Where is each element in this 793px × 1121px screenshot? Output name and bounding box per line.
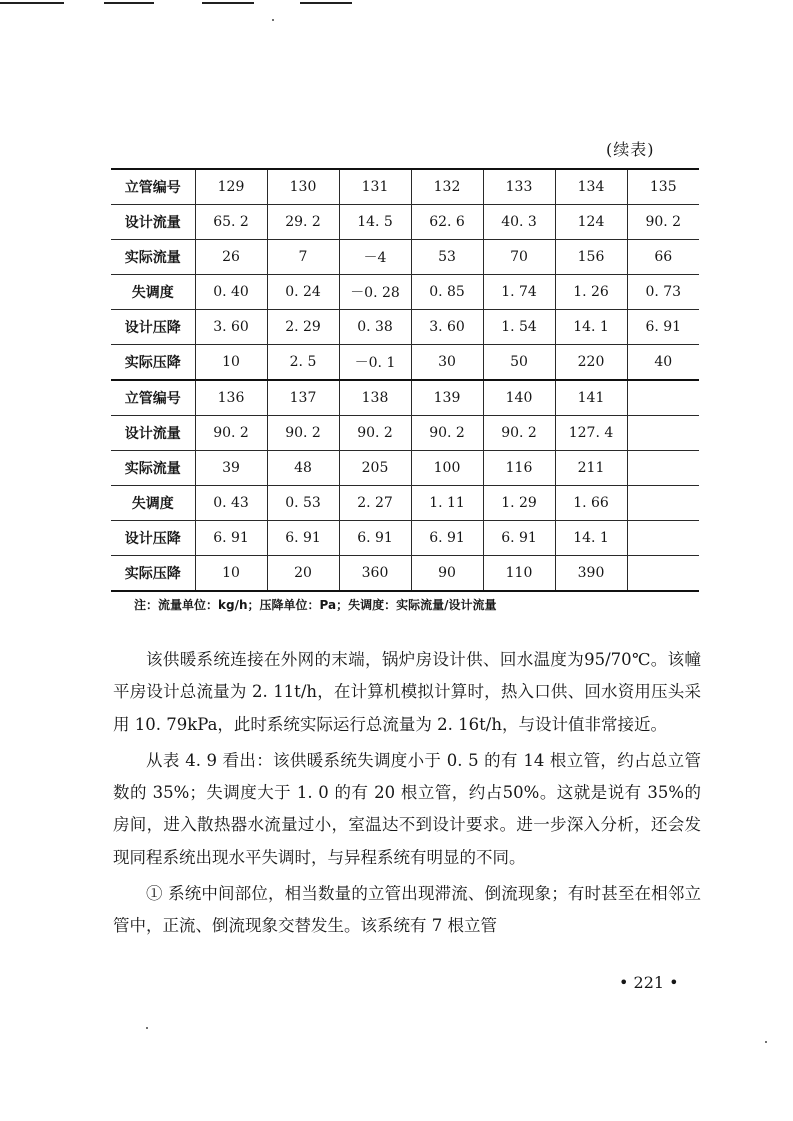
table-cell: 29. 2 (267, 205, 339, 240)
top-rule-4 (300, 2, 352, 4)
table-cell: 10 (195, 556, 267, 592)
table-cell: 65. 2 (195, 205, 267, 240)
table-cell: 1. 74 (483, 275, 555, 310)
data-table-body (111, 169, 699, 591)
table-cell: 90. 2 (267, 416, 339, 451)
table-cell: 6. 91 (483, 521, 555, 556)
table-cell: 90. 2 (411, 416, 483, 451)
row-label: 设计压降 (111, 521, 195, 556)
table-cell: 53 (411, 240, 483, 275)
table-cell: 211 (555, 451, 627, 486)
table-row (111, 486, 699, 521)
table-cell: 3. 60 (411, 310, 483, 345)
data-table (111, 168, 699, 592)
table-cell: 137 (267, 380, 339, 416)
row-label: 实际流量 (111, 451, 195, 486)
table-cell (627, 451, 699, 486)
table-cell: 131 (339, 169, 411, 205)
table-cell: 6. 91 (195, 521, 267, 556)
table-cell: 7 (267, 240, 339, 275)
table-cell: 133 (483, 169, 555, 205)
table-cell: 100 (411, 451, 483, 486)
table-row (111, 240, 699, 275)
table-cell (627, 380, 699, 416)
table-row (111, 169, 699, 205)
table-cell: 14. 1 (555, 310, 627, 345)
paragraph: ① 系统中间部位，相当数量的立管出现滞流、倒流现象；有时甚至在相邻立管中，正流、倒流现象交替发生。该系统有 7 根立管 (113, 884, 701, 936)
top-rule-1 (0, 2, 64, 4)
table-cell: 1. 11 (411, 486, 483, 521)
table-cell: 0. 53 (267, 486, 339, 521)
table-cell: 90. 2 (483, 416, 555, 451)
table-row (111, 310, 699, 345)
table-cell: 20 (267, 556, 339, 592)
table-cell: 90. 2 (627, 205, 699, 240)
table-cell: 40 (627, 345, 699, 381)
table-row (111, 345, 699, 381)
table-cell: －0. 28 (339, 275, 411, 310)
table-row (111, 451, 699, 486)
table-cell: 136 (195, 380, 267, 416)
table-cell: 3. 60 (195, 310, 267, 345)
table-cell: 390 (555, 556, 627, 592)
row-label: 实际压降 (111, 345, 195, 381)
scan-speck (272, 19, 274, 21)
table-cell: 140 (483, 380, 555, 416)
table-cell: 141 (555, 380, 627, 416)
paragraph: 该供暖系统连接在外网的末端，锅炉房设计供、回水温度为95/70℃。该幢平房设计总流量为 2. 11t/h，在计算机模拟计算时，热入口供、回水资用压头采用 10. 79kPa，此时系统实际运行总流量为 2. 16t/h，与设计值非常接近。 (113, 650, 701, 734)
table-cell: 39 (195, 451, 267, 486)
table-cell (627, 486, 699, 521)
paragraph: 从表 4. 9 看出：该供暖系统失调度小于 0. 5 的有 14 根立管，约占总立管数的 35%；失调度大于 1. 0 的有 20 根立管，约占50%。这就是说有 35%的房间，进入散热器水流量过小，室温达不到设计要求。进一步深入分析，还会发现同程系统出现水平失调时，与异程系统有明显的不同。 (113, 750, 701, 867)
table-cell: 2. 29 (267, 310, 339, 345)
page-number: • 221 • (619, 973, 679, 992)
table-cell: 90. 2 (339, 416, 411, 451)
table-row (111, 205, 699, 240)
table-cell: 127. 4 (555, 416, 627, 451)
table-cell: 110 (483, 556, 555, 592)
table-row (111, 380, 699, 416)
table-cell: 1. 26 (555, 275, 627, 310)
table-cell: 66 (627, 240, 699, 275)
table-row (111, 416, 699, 451)
top-rule-2 (104, 2, 154, 4)
table-cell: 14. 5 (339, 205, 411, 240)
table-cell: 132 (411, 169, 483, 205)
table-row (111, 275, 699, 310)
table-cell: 360 (339, 556, 411, 592)
table-row (111, 556, 699, 592)
row-label: 实际压降 (111, 556, 195, 592)
table-cell (627, 416, 699, 451)
table-cell: 90. 2 (195, 416, 267, 451)
table-cell: 139 (411, 380, 483, 416)
table-cell: 1. 66 (555, 486, 627, 521)
top-rule-3 (202, 2, 254, 4)
row-label: 立管编号 (111, 169, 195, 205)
table-cell: 205 (339, 451, 411, 486)
table-cell (627, 521, 699, 556)
table-cell: 1. 54 (483, 310, 555, 345)
table-cell: 2. 5 (267, 345, 339, 381)
table-cell: 0. 73 (627, 275, 699, 310)
table-cell: 124 (555, 205, 627, 240)
table-cell: 220 (555, 345, 627, 381)
table-cell: 40. 3 (483, 205, 555, 240)
table-cell: 70 (483, 240, 555, 275)
table-cell: 6. 91 (411, 521, 483, 556)
continued-label: (续表) (606, 140, 655, 159)
table-cell: 0. 40 (195, 275, 267, 310)
table-cell: 10 (195, 345, 267, 381)
table-cell: 50 (483, 345, 555, 381)
table-cell: 6. 91 (339, 521, 411, 556)
table-cell: 62. 6 (411, 205, 483, 240)
row-label: 失调度 (111, 486, 195, 521)
table-cell: 90 (411, 556, 483, 592)
table-cell: 0. 43 (195, 486, 267, 521)
table-cell: 0. 24 (267, 275, 339, 310)
row-label: 立管编号 (111, 380, 195, 416)
table-cell: －0. 1 (339, 345, 411, 381)
row-label: 设计流量 (111, 205, 195, 240)
row-label: 失调度 (111, 275, 195, 310)
table-cell: 30 (411, 345, 483, 381)
table-cell: 156 (555, 240, 627, 275)
table-cell: 138 (339, 380, 411, 416)
table-cell: 1. 29 (483, 486, 555, 521)
row-label: 实际流量 (111, 240, 195, 275)
table-cell: 6. 91 (627, 310, 699, 345)
table-cell (627, 556, 699, 592)
table-cell: 130 (267, 169, 339, 205)
table-cell: 116 (483, 451, 555, 486)
row-label: 设计流量 (111, 416, 195, 451)
body-text (113, 644, 701, 943)
table-note: 注：流量单位：kg/h；压降单位：Pa；失调度：实际流量/设计流量 (134, 598, 497, 612)
scan-speck (146, 1027, 148, 1029)
table-cell: 48 (267, 451, 339, 486)
table-cell: 134 (555, 169, 627, 205)
table-cell: 26 (195, 240, 267, 275)
scan-speck (765, 1041, 767, 1043)
table-row (111, 521, 699, 556)
table-cell: 135 (627, 169, 699, 205)
table-cell: 6. 91 (267, 521, 339, 556)
table-cell: －4 (339, 240, 411, 275)
table-cell: 0. 85 (411, 275, 483, 310)
table-cell: 2. 27 (339, 486, 411, 521)
table-cell: 14. 1 (555, 521, 627, 556)
table-cell: 0. 38 (339, 310, 411, 345)
row-label: 设计压降 (111, 310, 195, 345)
table-cell: 129 (195, 169, 267, 205)
